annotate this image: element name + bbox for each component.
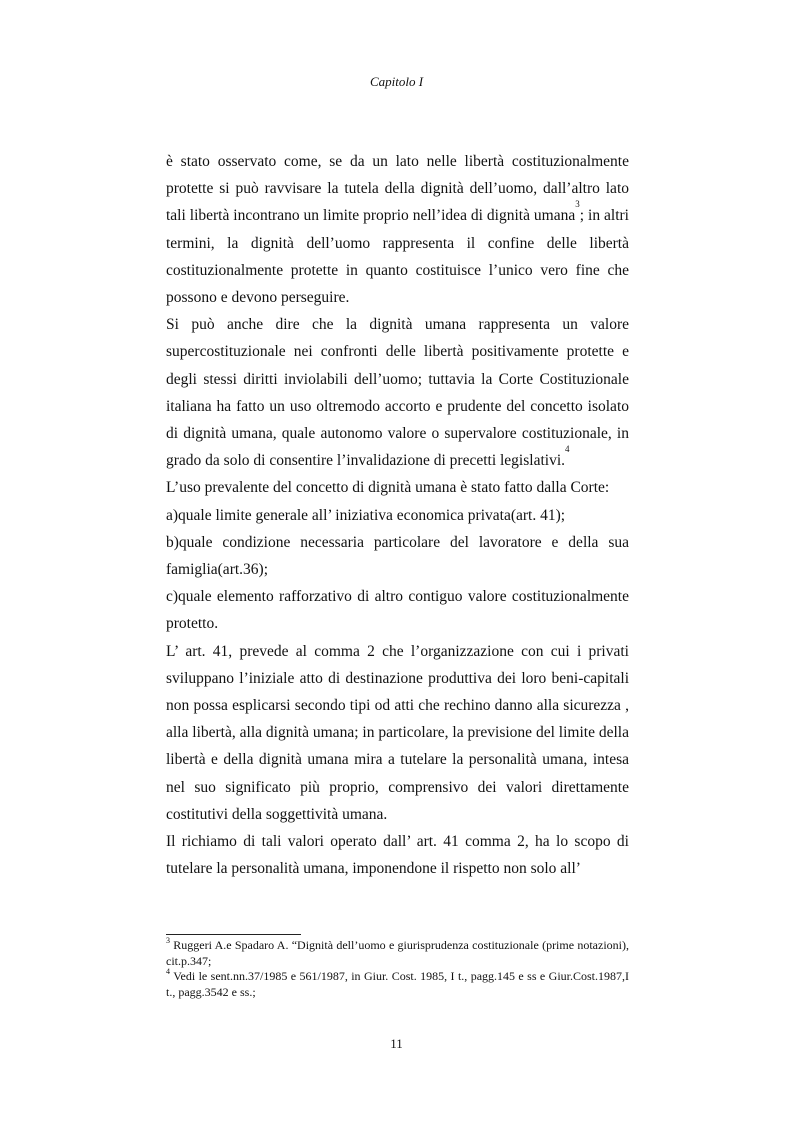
footnote-ref-4: 4 (565, 444, 570, 455)
paragraph-3 (166, 474, 629, 501)
footnote-divider (166, 934, 301, 935)
footnote-4 (166, 969, 629, 1000)
paragraph-1-text-b: ; in altri termini, la dignità dell’uomo rappresenta il confine delle libertà costituzionalmente protette in quanto costituisce l’unico vero fine che possono e devono perseguire. (166, 207, 629, 307)
footnote-4-text: Vedi le sent.nn.37/1985 e 561/1987, in Giur. Cost. 1985, I t., pagg.145 e ss e Giur.Cost.1987,I t., pagg.3542 e ss.; (166, 969, 629, 999)
footnote-3 (166, 938, 629, 969)
chapter-header: Capitolo I (369, 74, 424, 89)
paragraph-5 (166, 828, 629, 882)
footnote-4-marker: 4 (166, 967, 170, 976)
paragraph-2 (166, 311, 629, 474)
list-item-b-text: b)quale condizione necessaria particolare del lavoratore e della sua famiglia(art.36); (166, 533, 629, 579)
list-item-a (166, 502, 629, 529)
list-item-b (166, 529, 629, 583)
page-number: 11 (390, 1036, 403, 1051)
list-item-c-text: c)quale elemento rafforzativo di altro contiguo valore costituzionalmente protetto. (166, 588, 629, 633)
list-item-c (166, 583, 629, 637)
paragraph-3-text: L’uso prevalente del concetto di dignità umana è stato fatto dalla Corte: (166, 479, 610, 497)
footnotes (166, 934, 629, 1000)
footnote-ref-3: 3 (575, 199, 580, 210)
paragraph-5-text: Il richiamo di tali valori operato dall’ art. 41 comma 2, ha lo scopo di tutelare la personalità umana, imponendone il rispetto non solo all’ (166, 833, 629, 878)
paragraph-1 (166, 148, 629, 311)
list-item-a-text: a)quale limite generale all’ iniziativa economica privata(art. 41); (166, 506, 566, 524)
footnote-3-text: Ruggeri A.e Spadaro A. “Dignità dell’uomo e giurisprudenza costituzionale (prime notazioni), cit.p.347; (166, 938, 629, 968)
footnote-3-marker: 3 (166, 936, 170, 945)
paragraph-2-text: Si può anche dire che la dignità umana rappresenta un valore supercostituzionale nei confronti delle libertà positivamente protette e degli stessi diritti inviolabili dell’uomo; tuttavia la Corte Costituzionale italiana ha fatto un uso oltremodo accorto e prudente del concetto isolato di dignità umana, quale autonomo valore o supervalore costituzionale, in grado da solo di consentire l’invalidazione di precetti legislativi. (166, 316, 629, 470)
body-text (166, 148, 629, 882)
paragraph-4 (166, 638, 629, 828)
paragraph-4-text: L’ art. 41, prevede al comma 2 che l’organizzazione con cui i privati sviluppano l’iniziale atto di destinazione produttiva dei loro beni-capitali non possa esplicarsi secondo tipi od atti che rechino danno alla sicurezza , alla libertà, alla dignità umana; in particolare, la previsione del limite della libertà e della dignità umana mira a tutelare la personalità umana, intesa nel suo significato più proprio, comprensivo dei valori direttamente costitutivi della soggettività umana. (166, 642, 629, 823)
paragraph-1-text-a: è stato osservato come, se da un lato nelle libertà costituzionalmente protette si può ravvisare la tutela della dignità dell’uomo, dall’altro lato tali libertà incontrano un limite proprio nell’idea di dignità umana (166, 153, 629, 225)
